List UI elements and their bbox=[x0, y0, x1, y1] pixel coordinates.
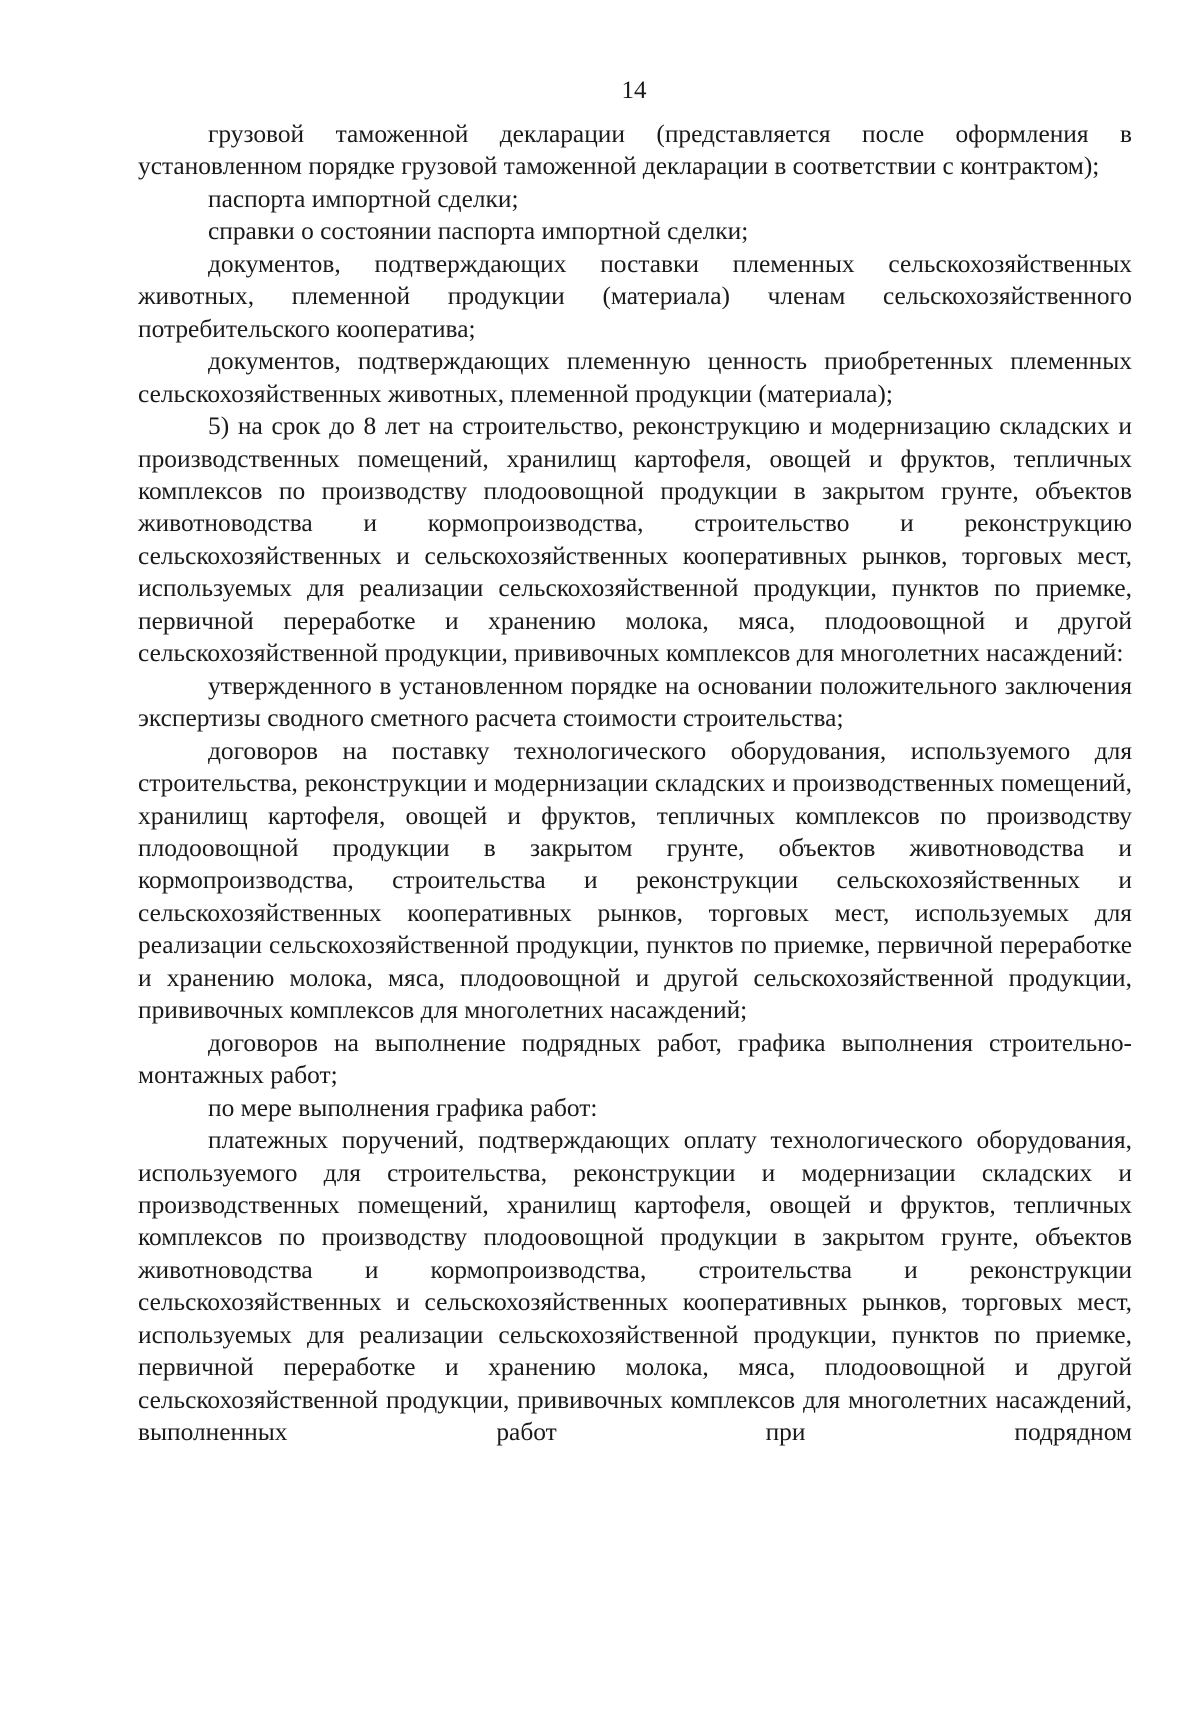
paragraph-customs-declaration: грузовой таможенной декларации (представляется после оформления в установленном порядке грузовой таможенной декларации в соответствии с контрактом); bbox=[138, 120, 1132, 181]
paragraph-breeding-supply-docs: документов, подтверждающих поставки племенных сельскохозяйственных животных, племенной продукции (материала) членам сельскохозяйственного потребительского кооператива; bbox=[138, 249, 1132, 343]
document-body bbox=[138, 118, 1132, 1449]
paragraph-item-5: 5) на срок до 8 лет на строительство, реконструкцию и модернизацию складских и производственных помещений, хранилищ картофеля, овощей и фруктов, тепличных комплексов по производству плодоовощной продукции в закрытом грунте, объектов животноводства и кормопроизводства, строительство и реконструкцию сельскохозяйственных и сельскохозяйственных кооперативных рынков, торговых мест, используемых для реализации сельскохозяйственной продукции, пунктов по приемке, первичной переработке и хранению молока, мяса, плодоовощной и другой сельскохозяйственной продукции, прививочных комплексов для многолетних насаждений: bbox=[138, 412, 1132, 668]
paragraph-schedule: по мере выполнения графика работ: bbox=[208, 1093, 598, 1122]
page-number: 14 bbox=[621, 77, 647, 104]
paragraph-equipment-contracts: договоров на поставку технологического оборудования, используемого для строительства, реконструкции и модернизации складских и производственных помещений, хранилищ картофеля, овощей и фруктов, тепличных комплексов по производству плодоовощной продукции в закрытом грунте, объектов животноводства и кормопроизводства, строительства и реконструкции сельскохозяйственных и сельскохозяйственных кооперативных рынков, торговых мест, используемых для реализации сельскохозяйственной продукции, пунктов по приемке, первичной переработке и хранению молока, мяса, плодоовощной и другой сельскохозяйственной продукции, прививочных комплексов для многолетних насаждений; bbox=[138, 736, 1132, 1025]
paragraph-import-passport: паспорта импортной сделки; bbox=[208, 184, 519, 213]
paragraph-contract-works: договоров на выполнение подрядных работ, графика выполнения строительно-монтажных работ; bbox=[138, 1028, 1132, 1090]
paragraph-payment-orders: платежных поручений, подтверждающих оплату технологического оборудования, используемого для строительства, реконструкции и модернизации складских и производственных помещений, хранилищ картофеля, овощей и фруктов, тепличных комплексов по производству плодоовощной продукции в закрытом грунте, объектов животноводства и кормопроизводства, строительства и реконструкции сельскохозяйственных и сельскохозяйственных кооперативных рынков, торговых мест, используемых для реализации сельскохозяйственной продукции, пунктов по приемке, первичной переработке и хранению молока, мяса, плодоовощной и другой сельскохозяйственной продукции, прививочных комплексов для многолетних насаждений, выполненных работ при подрядном bbox=[138, 1126, 1132, 1447]
paragraph-import-passport-status: справки о состоянии паспорта импортной сделки; bbox=[208, 217, 749, 246]
paragraph-estimate: утвержденного в установленном порядке на основании положительного заключения экспертизы сводного сметного расчета стоимости строительства; bbox=[138, 671, 1132, 733]
paragraph-breeding-value-docs: документов, подтверждающих племенную ценность приобретенных племенных сельскохозяйственных животных, племенной продукции (материала); bbox=[138, 347, 1132, 408]
